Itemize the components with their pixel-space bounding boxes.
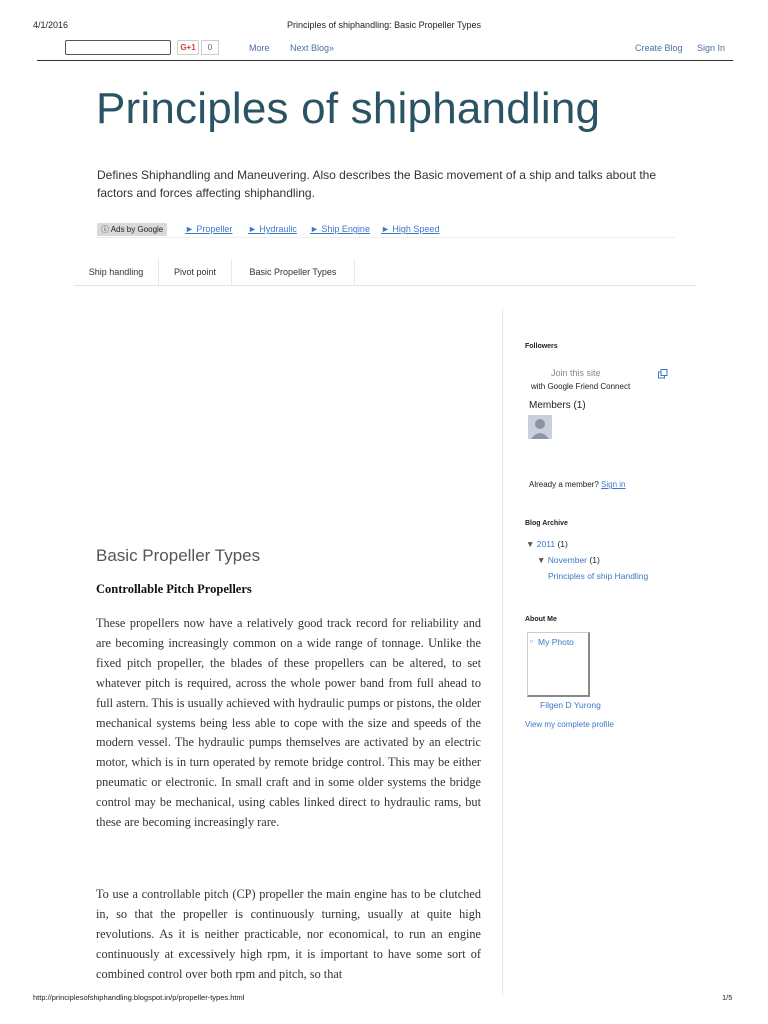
tab-basic-propeller-types[interactable]: Basic Propeller Types	[232, 259, 355, 285]
profile-photo[interactable]	[527, 632, 590, 697]
archive-month-link[interactable]: November	[547, 555, 588, 565]
create-blog-link[interactable]: Create Blog	[635, 43, 683, 53]
already-member-label: Already a member?	[529, 480, 599, 489]
popout-icon[interactable]	[658, 366, 668, 376]
blog-title[interactable]: Principles of shiphandling	[96, 84, 601, 133]
person-icon	[528, 415, 552, 439]
join-site-link[interactable]: Join this site	[551, 368, 601, 378]
search-input[interactable]	[65, 40, 171, 55]
blogger-navbar	[37, 38, 733, 61]
print-date: 4/1/2016	[33, 20, 69, 30]
members-count: Members (1)	[529, 400, 586, 411]
print-url: http://principlesofshiphandling.blogspot.in/p/propeller-types.html	[33, 993, 245, 1002]
gfc-text: with Google Friend Connect	[531, 382, 631, 391]
blog-description: Defines Shiphandling and Maneuvering. Also describes the Basic movement of a ship and talks about the factors and forces affecting shiphandling.	[97, 168, 657, 200]
ad-link-hydraulic[interactable]: ► Hydraulic	[248, 224, 297, 234]
post-paragraph-2: To use a controllable pitch (CP) propeller the main engine has to be clutched in, so that the propeller is continuously turning, usually at quite high revolutions. As it is neither practicable, nor economical, to run an engine continuously at excessively high rpm, it is important to have some sort of combined control over both rpm and pitch, so that	[96, 887, 481, 981]
print-doc-title: Principles of shiphandling: Basic Propeller Types	[287, 20, 481, 30]
ad-links-bar	[97, 223, 675, 238]
photo-alt-text: My Photo	[538, 637, 574, 647]
ad-link-ship-engine[interactable]: ► Ship Engine	[310, 224, 370, 234]
post-title: Basic Propeller Types	[96, 546, 261, 565]
archive-post-link[interactable]: Principles of ship Handling	[548, 571, 649, 581]
about-me-heading: About Me	[525, 616, 557, 623]
view-profile-link[interactable]: View my complete profile	[525, 720, 614, 729]
next-blog-link[interactable]: Next Blog»	[290, 43, 335, 53]
archive-month-row	[537, 555, 600, 565]
archive-year-link[interactable]: 2011	[536, 539, 556, 549]
member-avatar[interactable]	[528, 415, 552, 439]
broken-image-icon: ▫	[530, 636, 534, 646]
followers-heading: Followers	[525, 343, 558, 350]
archive-year-toggle-icon[interactable]: ▼	[526, 539, 535, 549]
ad-link-high-speed[interactable]: ► High Speed	[381, 224, 440, 234]
ads-by-google-badge[interactable]: ⓘ Ads by Google	[97, 223, 167, 236]
post-subheading: Controllable Pitch Propellers	[96, 582, 252, 596]
blog-archive-heading: Blog Archive	[525, 520, 568, 527]
sign-in-link[interactable]: Sign In	[697, 43, 726, 53]
gplus-count: 0	[201, 40, 219, 55]
archive-month-count: (1)	[589, 555, 600, 565]
gplus-button[interactable]: G+1	[177, 40, 199, 55]
more-link[interactable]: More	[249, 43, 270, 53]
print-page-number: 1/5	[722, 993, 733, 1002]
column-divider	[502, 309, 503, 995]
ad-link-propeller[interactable]: ► Propeller	[185, 224, 233, 234]
tab-pivot-point[interactable]: Pivot point	[159, 259, 232, 285]
post-paragraph-1: These propellers now have a relatively good track record for reliability and are becoming increasingly common on a wide range of tonnage. Unlike the fixed pitch propeller, the blades of these propellers can be altered, to set whatever pitch is required, across the whole power band from full ahead to full astern. This is usually achieved with hydraulic pumps or pistons, the older mechanical systems being less able to cope with the size and speeds of the modern vessel. The hydraulic pumps themselves are activated by an electric motor, which is in turn operated by remote bridge control. This may be either pneumatic or electronic. In small craft and in some older systems the bridge control may be mechanical, using cables linked direct to hydraulic rams, but these are becoming increasingly rare.	[96, 616, 482, 830]
author-name-link[interactable]: Filgen D Yurong	[540, 700, 601, 710]
sidebar-sign-in-link[interactable]: Sign in	[601, 480, 626, 489]
archive-year-row	[526, 539, 568, 549]
already-member-text	[529, 480, 626, 489]
tab-ship-handling[interactable]: Ship handling	[74, 259, 159, 285]
archive-year-count: (1)	[557, 539, 568, 549]
archive-month-toggle-icon[interactable]: ▼	[537, 555, 546, 565]
page-tabs	[74, 259, 696, 286]
